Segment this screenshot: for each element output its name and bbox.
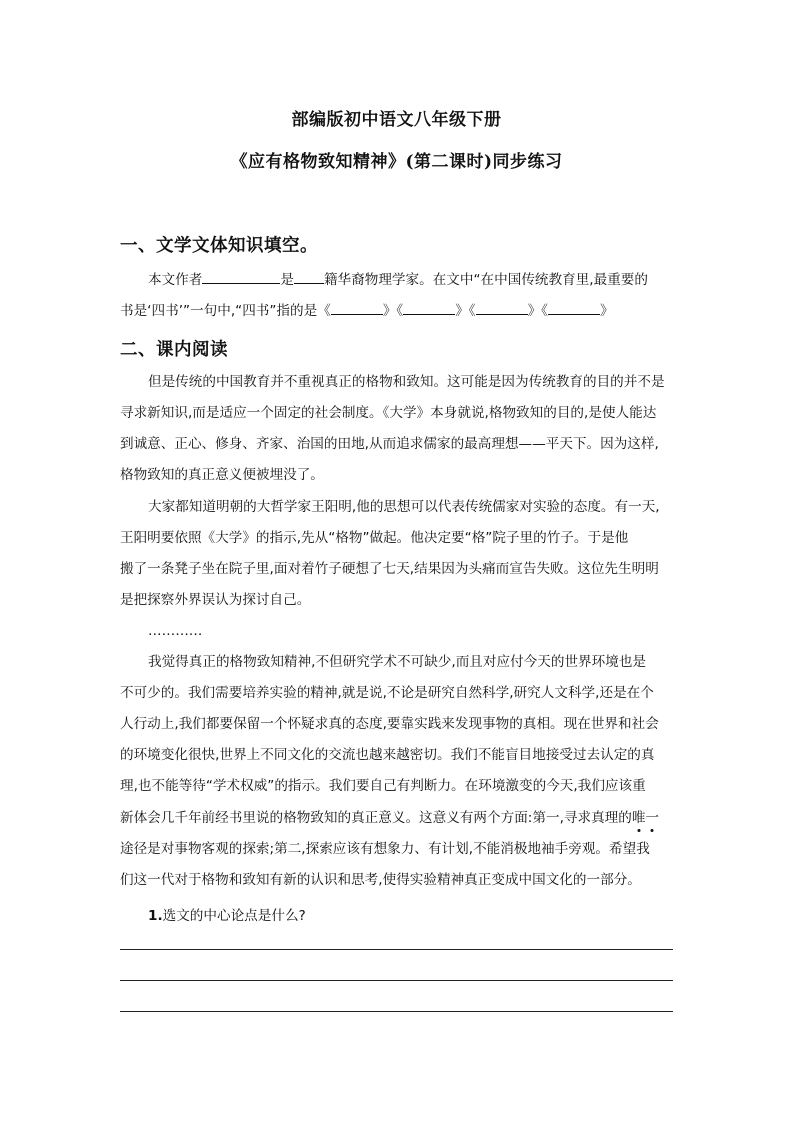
book-close: 》: [599, 303, 614, 319]
question-1: [148, 904, 306, 924]
passage-line: 寻求新知识,而是适应一个固定的社会制度。《大学》本身就说,格物致知的目的,是使人能达: [120, 405, 657, 421]
passage-line: 但是传统的中国教育并不重视真正的格物和致知。这可能是因为传统教育的目的并不是: [148, 374, 665, 390]
passage-line: 们这一代对于格物和致知有新的认识和思考,使得实验精神真正变成中国文化的一部分。: [120, 872, 641, 888]
section-heading-knowledge: 一、文学文体知识填空。: [120, 236, 318, 256]
blank-author[interactable]: [202, 268, 280, 284]
section-heading-reading: 二、课内阅读: [120, 340, 228, 360]
blank-book-2[interactable]: [403, 299, 455, 315]
blank-book-4[interactable]: [548, 299, 600, 315]
passage-line-text: 新体会几千年前经书里说的格物致知的真正意义。这意义有两个方面:第一,寻求真理的: [120, 810, 632, 826]
book-separator: 》《: [527, 303, 548, 319]
passage-line: 格物致知的真正意义便被埋没了。: [120, 467, 324, 483]
passage-line: 的环境变化很快,世界上不同文化的交流也越来越密切。我们不能盲目地接受过去认定的真: [120, 747, 655, 763]
blank-book-3[interactable]: [476, 299, 528, 315]
fill-blank-line-2: [120, 299, 680, 321]
emphasized-char: 一: [645, 810, 659, 826]
emphasis-dot: [637, 829, 640, 832]
page-title-line-2: 《应有格物致知精神》(第二课时)同步练习: [230, 152, 563, 172]
passage-line: 理,也不能等待“学术权威”的指示。我们要自己有判断力。在环境激变的今天,我们应该重: [120, 778, 646, 794]
fill-text-author: 本文作者: [148, 272, 203, 288]
emphasized-char: 唯: [632, 810, 646, 826]
answer-line-1[interactable]: [120, 949, 673, 950]
passage-line: 是把探察外界误认为探讨自己。: [120, 592, 311, 608]
fill-text-is: 是: [280, 272, 294, 288]
question-text: 选文的中心论点是什么?: [162, 908, 306, 924]
passage-line: 到诚意、正心、修身、齐家、治国的田地,从而追求儒家的最高理想——平天下。因为这样,: [120, 436, 659, 452]
page-title-line-1: 部编版初中语文八年级下册: [291, 110, 502, 130]
answer-line-3[interactable]: [120, 1011, 673, 1012]
book-separator: 》《: [382, 303, 404, 319]
passage-ellipsis: …………: [148, 623, 203, 639]
passage-line: 王阳明要依照《大学》的指示,先从“格物”做起。他决定要“格”院子里的竹子。于是他: [120, 530, 629, 546]
passage-line: 大家都知道明朝的大哲学家王阳明,他的思想可以代表传统儒家对实验的态度。有一天,: [148, 499, 660, 515]
blank-book-1[interactable]: [331, 299, 383, 315]
passage-line: 搬了一条凳子坐在院子里,面对着竹子硬想了七天,结果因为头痛而宣告失败。这位先生明明: [120, 561, 659, 577]
question-number: 1.: [148, 908, 163, 924]
answer-line-2[interactable]: [120, 980, 673, 981]
fill-text-four-books: 书是‘四书’”一句中,“四书”指的是《: [120, 303, 331, 319]
passage-line: [120, 808, 680, 828]
passage-line: 人行动上,我们都要保留一个怀疑求真的态度,要靠实践来发现事物的真相。现在世界和社会: [120, 716, 659, 732]
emphasis-dot: [651, 829, 654, 832]
fill-text-rest: 籍华裔物理学家。在文中“在中国传统教育里,最重要的: [323, 272, 648, 288]
passage-line: 我觉得真正的格物致知精神,不但研究学术不可缺少,而且对应付今天的世界环境也是: [148, 654, 647, 670]
passage-line: 途径是对事物客观的探索;第二,探索应该有想象力、有计划,不能消极地袖手旁观。希望我: [120, 841, 650, 857]
book-separator: 》《: [455, 303, 476, 319]
blank-nationality[interactable]: [294, 268, 324, 284]
passage-line: 不可少的。我们需要培养实验的精神,就是说,不论是研究自然科学,研究人文科学,还是在个: [120, 685, 654, 701]
fill-blank-line-1: [148, 268, 678, 290]
